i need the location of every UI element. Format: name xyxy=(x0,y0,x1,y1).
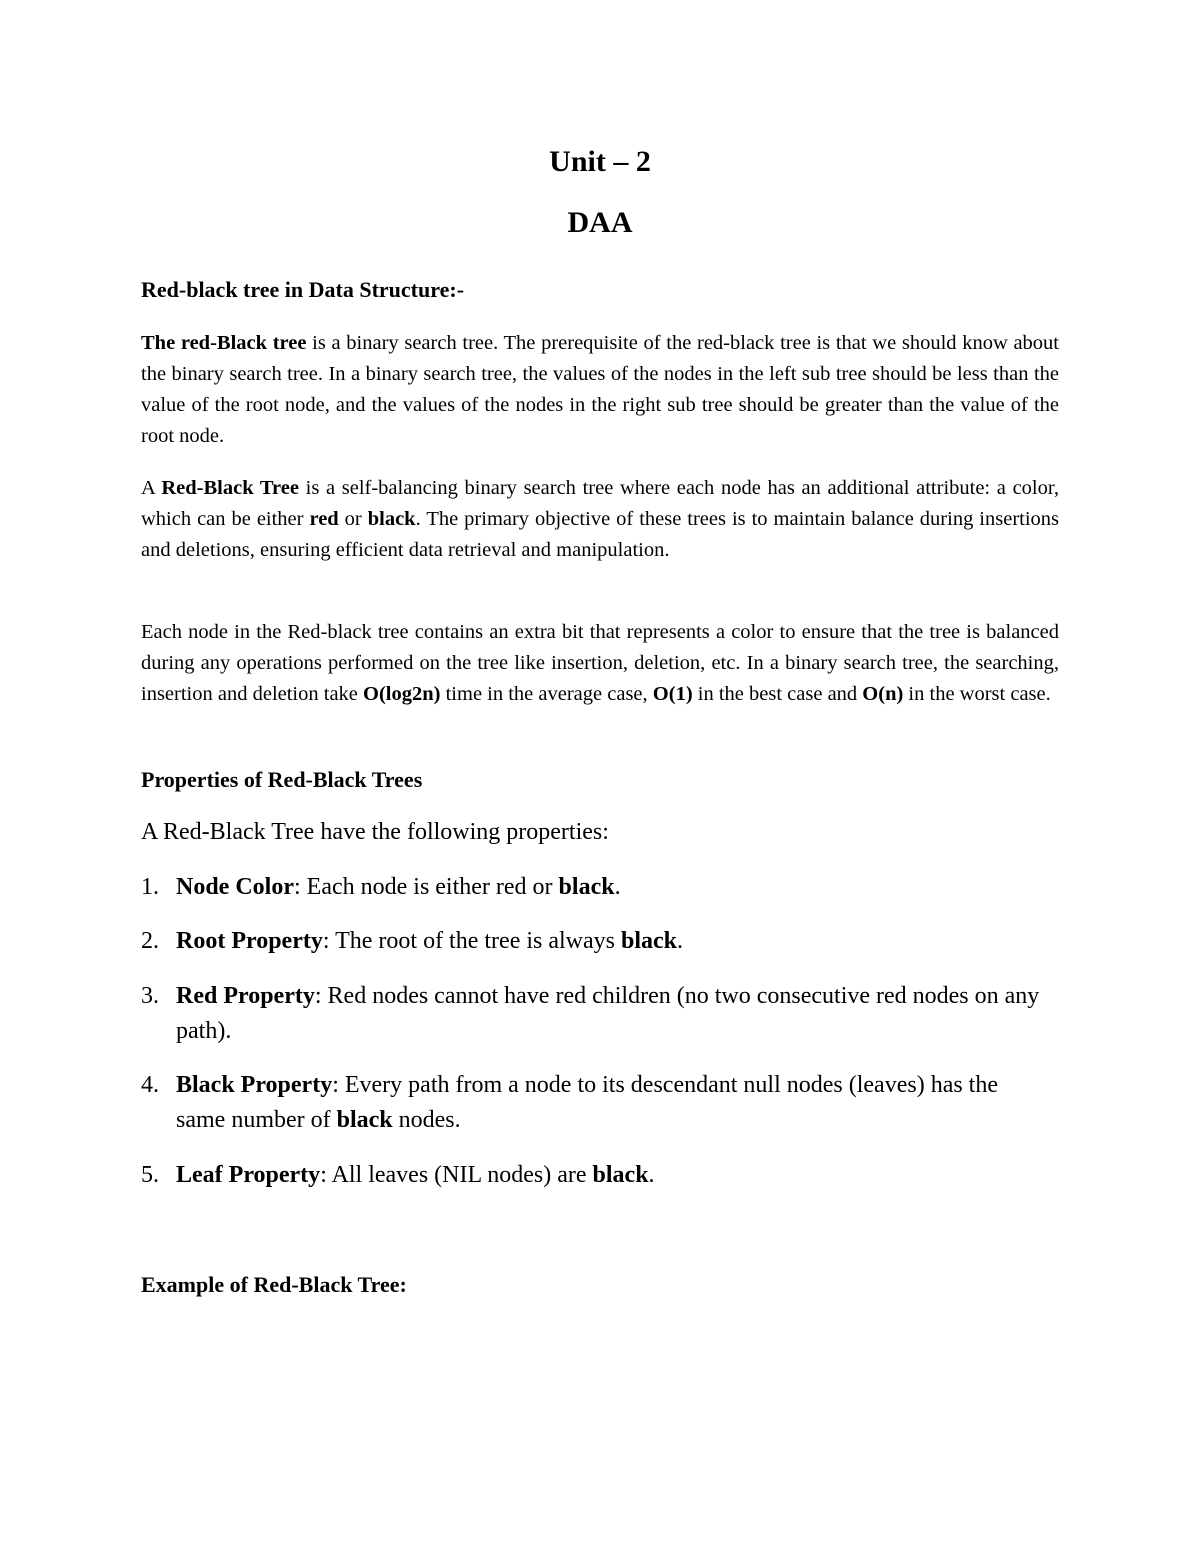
paragraph-text: is a self-balancing binary search tree where each node has an additional attribute: a color, which can be either xyxy=(141,477,1059,530)
bold-term: black xyxy=(367,508,416,530)
bold-term: O(n) xyxy=(862,683,904,705)
subject-title: DAA xyxy=(567,206,633,239)
paragraph-text: in the best case and xyxy=(692,683,863,705)
bold-term: Red-Black Tree xyxy=(161,477,299,499)
bold-term: black xyxy=(592,1162,649,1188)
list-number: 2. xyxy=(141,928,159,954)
list-number: 1. xyxy=(141,874,159,900)
list-number: 4. xyxy=(141,1072,159,1098)
section-heading-red-black-tree: Red-black tree in Data Structure:- xyxy=(141,277,465,302)
paragraph-text: time in the average case, xyxy=(440,683,653,705)
list-text: . xyxy=(648,1162,655,1188)
bold-term: O(1) xyxy=(652,683,693,705)
paragraph-definition xyxy=(141,473,1059,566)
bold-term: black xyxy=(558,874,615,900)
section-heading-example: Example of Red-Black Tree: xyxy=(141,1272,407,1297)
list-text: nodes. xyxy=(392,1107,461,1133)
bold-term: Node Color xyxy=(176,874,294,900)
list-number: 3. xyxy=(141,983,159,1009)
bold-term: The red-Black tree xyxy=(141,332,307,354)
paragraph-complexity xyxy=(141,617,1059,710)
bold-term: black xyxy=(336,1107,393,1133)
bold-term: Root Property xyxy=(176,928,323,954)
paragraph-text: is a binary search tree. The prerequisite of the red-black tree is that we should know about the binary search tree. In a binary search tree, the values of the nodes in the left sub tree should be less than the value of the root node, and the values of the nodes in the right sub tree should be greater than the value of the root node. xyxy=(141,332,1059,447)
list-text: : Every path from a node to its descendant null nodes (leaves) has the same number of xyxy=(176,1072,999,1133)
list-item xyxy=(141,1158,1041,1193)
paragraph-text: A xyxy=(141,477,162,499)
paragraph-text: . The primary objective of these trees is to maintain balance during insertions and deletions, ensuring efficient data retrieval and manipulation. xyxy=(141,508,1060,561)
list-text: : The root of the tree is always xyxy=(322,928,621,954)
unit-title: Unit – 2 xyxy=(549,145,651,178)
list-text: . xyxy=(614,874,621,900)
section-heading-properties: Properties of Red-Black Trees xyxy=(141,767,423,792)
list-item xyxy=(141,870,1041,905)
paragraph-text: Each node in the Red-black tree contains an extra bit that represents a color to ensure that the tree is balanced during any operations performed on the tree like insertion, deletion, etc. In a binary search tree, the searching, insertion and deletion take xyxy=(141,621,1059,705)
list-text: : Red nodes cannot have red children (no two consecutive red nodes on any path). xyxy=(176,983,1040,1044)
list-item xyxy=(141,924,1041,959)
list-item xyxy=(141,1068,1041,1138)
bold-term: O(log2n) xyxy=(363,683,441,705)
list-item xyxy=(141,979,1041,1049)
paragraph-text: or xyxy=(338,508,368,530)
bold-term: Red Property xyxy=(176,983,315,1009)
list-text: : All leaves (NIL nodes) are xyxy=(320,1162,593,1188)
bold-term: Black Property xyxy=(176,1072,333,1098)
paragraph-intro xyxy=(141,328,1059,452)
list-text: : Each node is either red or xyxy=(293,874,559,900)
bold-term: red xyxy=(309,508,339,530)
list-text: . xyxy=(677,928,684,954)
properties-lead: A Red-Black Tree have the following properties: xyxy=(141,819,609,845)
list-number: 5. xyxy=(141,1162,159,1188)
paragraph-text: in the worst case. xyxy=(903,683,1051,705)
bold-term: black xyxy=(621,928,678,954)
bold-term: Leaf Property xyxy=(176,1162,321,1188)
